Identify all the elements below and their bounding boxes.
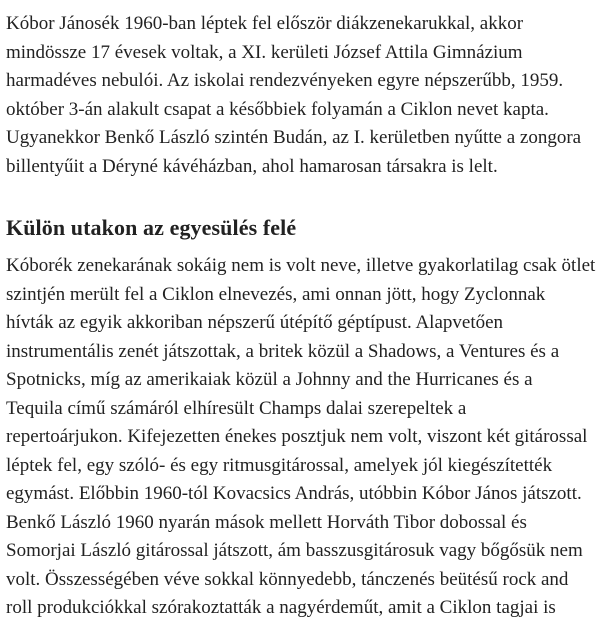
paragraph-1: [6, 10, 596, 181]
text-line: Tequila című számáról elhíresült Champs dalai szerepeltek a: [6, 397, 467, 419]
text-line: repertoárjukon. Kifejezetten énekes posztjuk nem volt, viszont két gitárossal: [6, 426, 588, 447]
text-line: Somorjai László gitárossal játszott, ám basszusgitárosuk vagy bőgősük nem: [6, 540, 583, 561]
text-line: harmadéves nebulói. Az iskolai rendezvényeken egyre népszerűbb, 1959.: [6, 70, 564, 91]
text-line: Spotnicks, míg az amerikaiak közül a Johnny and the Hurricanes és a: [6, 369, 533, 390]
text-line: léptek fel, egy szóló- és egy ritmusgitárossal, amelyek jól kiegészítették: [6, 454, 553, 476]
text-line: október 3-án alakult csapat a későbbiek folyamán a Ciklon nevet kapta.: [6, 98, 549, 120]
text-line: szintjén merült fel a Ciklon elnevezés, ami onnan jött, hogy Zyclonnak: [6, 283, 546, 305]
text-line: mindössze 17 évesek voltak, a XI. kerületi József Attila Gimnázium: [6, 41, 523, 63]
section-heading: Külön utakon az egyesülés felé: [6, 215, 297, 240]
text-line: hívták az egyik akkoriban népszerű útépítő géptípust. Alapvetően: [6, 312, 504, 333]
paragraph-2: [6, 252, 596, 623]
text-line: volt. Összességében véve sokkal könnyedebb, tánczenés beütésű rock and: [6, 568, 569, 590]
text-line: Kóbor Jánosék 1960-ban léptek fel először diákzenekarukkal, akkor: [6, 13, 524, 34]
text-line: roll produkciókkal szórakoztatták a nagyérdeműt, amit a Ciklon tagjai is: [6, 597, 556, 618]
text-line: Kóborék zenekarának sokáig nem is volt neve, illetve gyakorlatilag csak ötlet: [6, 255, 596, 276]
text-line: Benkő László 1960 nyarán mások mellett Horváth Tibor dobossal és: [6, 511, 527, 533]
text-line: egymást. Előbbin 1960-tól Kovacsics András, utóbbin Kóbor János játszott.: [6, 483, 582, 504]
text-line: Ugyanekkor Benkő László szintén Budán, az I. kerületben nyűtte a zongora: [6, 127, 582, 148]
text-line: billentyűit a Déryné kávéházban, ahol hamarosan társakra is lelt.: [6, 155, 498, 177]
text-line: instrumentális zenét játszottak, a britek közül a Shadows, a Ventures és a: [6, 340, 560, 362]
